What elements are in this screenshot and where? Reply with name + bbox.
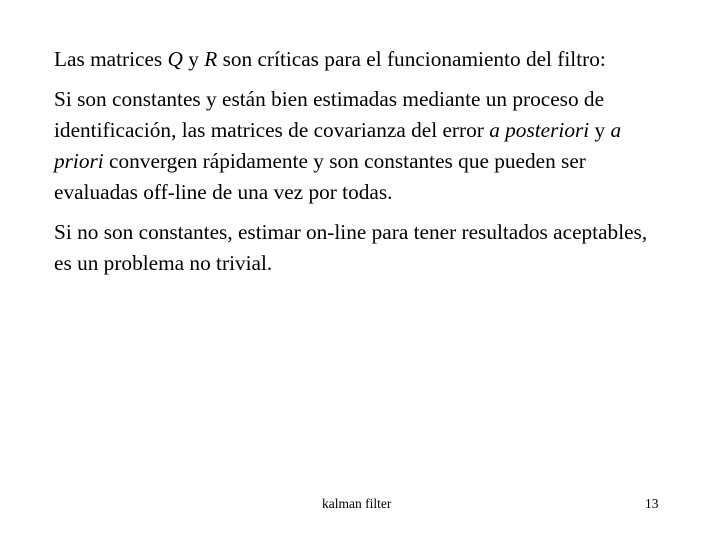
paragraph-constant-case <box>54 84 666 208</box>
paragraph-text: Si son constantes y están bien estimadas mediante un proceso de identificación, las matrices de covarianza del error <box>54 87 605 142</box>
paragraph-qr-matrices <box>54 44 666 75</box>
paragraph-text: Las matrices <box>54 47 168 71</box>
a-priori-term: a priori <box>54 118 622 173</box>
paragraph-text: y <box>182 47 205 71</box>
slide-body <box>54 44 666 288</box>
slide-number: 13 <box>645 496 659 511</box>
a-posteriori-term: a posteriori <box>489 118 590 142</box>
footer-title: kalman filter <box>322 496 392 511</box>
matrix-q-symbol: Q <box>167 47 183 71</box>
paragraph-nonconstant-case <box>54 217 666 279</box>
paragraph-text: Si no son constantes, estimar on-line para tener resultados aceptables, es un problema no trivial. <box>54 220 648 275</box>
paragraph-text: son críticas para el funcionamiento del filtro: <box>217 47 606 71</box>
paragraph-text: convergen rápidamente y son constantes que pueden ser evaluadas off-line de una vez por todas. <box>54 149 586 204</box>
paragraph-text: y <box>589 118 611 142</box>
matrix-r-symbol: R <box>204 47 218 71</box>
